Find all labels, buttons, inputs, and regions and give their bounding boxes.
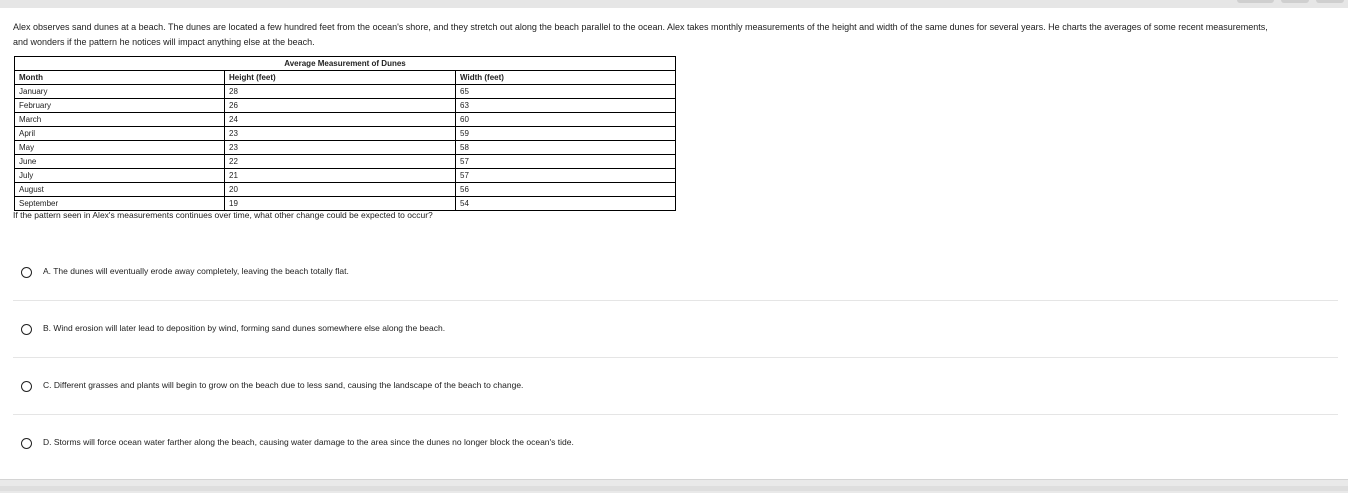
width-cell: 58: [456, 141, 676, 155]
top-toolbar-strip: [0, 0, 1348, 8]
column-header-month: Month: [15, 71, 225, 85]
month-cell: January: [15, 85, 225, 99]
table-title: Average Measurement of Dunes: [15, 57, 676, 71]
width-cell: 59: [456, 127, 676, 141]
answer-choice-b[interactable]: [13, 301, 1338, 357]
radio-button-d[interactable]: [21, 438, 32, 449]
table-row: [15, 127, 676, 141]
height-cell: 23: [225, 141, 456, 155]
bottom-bar: [0, 486, 1348, 491]
answer-choice-d[interactable]: [13, 415, 1338, 471]
month-cell: February: [15, 99, 225, 113]
month-cell: September: [15, 197, 225, 211]
month-cell: June: [15, 155, 225, 169]
month-cell: May: [15, 141, 225, 155]
column-header-width: Width (feet): [456, 71, 676, 85]
question-stem-line: and wonders if the pattern he notices will impact anything else at the beach.: [13, 36, 315, 47]
height-cell: 22: [225, 155, 456, 169]
month-cell: April: [15, 127, 225, 141]
width-cell: 57: [456, 155, 676, 169]
width-cell: 56: [456, 183, 676, 197]
height-cell: 24: [225, 113, 456, 127]
table-row: [15, 197, 676, 211]
height-cell: 26: [225, 99, 456, 113]
table-row: [15, 85, 676, 99]
width-cell: 65: [456, 85, 676, 99]
radio-button-b[interactable]: [21, 324, 32, 335]
height-cell: 20: [225, 183, 456, 197]
toolbar-tab[interactable]: [1316, 0, 1344, 3]
month-cell: August: [15, 183, 225, 197]
question-text: If the pattern seen in Alex's measurements continues over time, what other change could be expected to occur?: [13, 210, 433, 220]
table-row: [15, 113, 676, 127]
column-header-height: Height (feet): [225, 71, 456, 85]
width-cell: 57: [456, 169, 676, 183]
table-row: [15, 99, 676, 113]
dune-measurements-table: [14, 56, 676, 211]
height-cell: 21: [225, 169, 456, 183]
table-header-row: [15, 71, 676, 85]
toolbar-tab[interactable]: [1237, 0, 1274, 3]
answer-choice-label[interactable]: D. Storms will force ocean water farther along the beach, causing water damage to the area since the dunes no longer block the ocean's tide.: [43, 437, 574, 447]
month-cell: March: [15, 113, 225, 127]
toolbar-tab[interactable]: [1281, 0, 1309, 3]
width-cell: 60: [456, 113, 676, 127]
width-cell: 63: [456, 99, 676, 113]
radio-button-c[interactable]: [21, 381, 32, 392]
answer-choice-label[interactable]: A. The dunes will eventually erode away completely, leaving the beach totally flat.: [43, 266, 349, 276]
answer-choice-label[interactable]: B. Wind erosion will later lead to deposition by wind, forming sand dunes somewhere else along the beach.: [43, 323, 446, 333]
height-cell: 19: [225, 197, 456, 211]
answer-choice-label[interactable]: C. Different grasses and plants will begin to grow on the beach due to less sand, causing the landscape of the beach to change.: [43, 380, 524, 390]
table-row: [15, 183, 676, 197]
bottom-navigation-strip: [0, 479, 1348, 493]
answer-choice-a[interactable]: [13, 244, 1338, 300]
radio-button-a[interactable]: [21, 267, 32, 278]
height-cell: 28: [225, 85, 456, 99]
answer-choice-c[interactable]: [13, 358, 1338, 414]
question-stem-line: Alex observes sand dunes at a beach. The dunes are located a few hundred feet from the ocean's shore, and they stretch out along the beach parallel to the ocean. Alex takes monthly measurements of the height and width of the same dunes for several years. He charts the averages of some recent measurements,: [13, 22, 1268, 32]
table-row: [15, 169, 676, 183]
month-cell: July: [15, 169, 225, 183]
question-stem: [13, 20, 1338, 49]
height-cell: 23: [225, 127, 456, 141]
table-row: [15, 155, 676, 169]
table-row: [15, 141, 676, 155]
width-cell: 54: [456, 197, 676, 211]
